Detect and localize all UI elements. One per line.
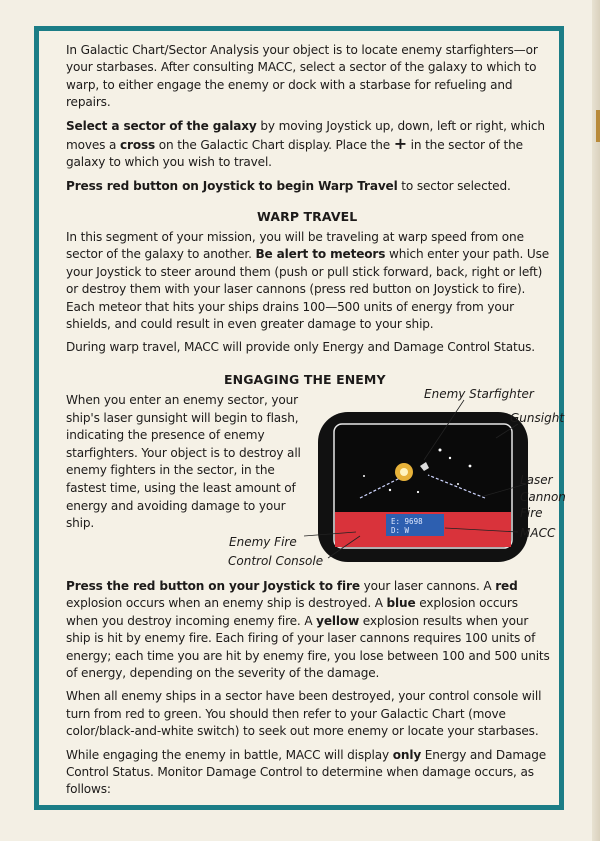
intro-section	[66, 42, 550, 201]
warp-travel-heading: WARP TRAVEL	[257, 209, 358, 224]
cross-icon: +	[393, 134, 407, 154]
intro-paragraph-2: Select a sector of the galaxy by moving Joystick up, down, left or right, which moves a cross on the Galactic Chart display. Place the + in the sector of the galaxy to which you wish to travel.	[66, 118, 545, 170]
label-enemy-fire: Enemy Fire	[229, 535, 297, 549]
engaging-heading: ENGAGING THE ENEMY	[224, 372, 386, 387]
label-control-console: Control Console	[228, 554, 324, 568]
label-macc: MACC	[520, 526, 556, 540]
engage-section	[66, 578, 550, 805]
label-enemy-starfighter: Enemy Starfighter	[424, 387, 534, 401]
macc-energy-readout: E: 9698	[391, 517, 423, 526]
engage-paragraph-1: Press the red button on your Joystick to fire your laser cannons. A red explosion occurs when an enemy ship is destroyed. A blue explosion occurs when you destroy incoming enemy fire. A yellow explosion results when your ship is hit by enemy fire. Each firing of your laser cannons requires 100 units of energy; each time you are hit by enemy fire, you lose between 100 and 500 units of energy, depending on the severity of the damage.	[66, 579, 550, 681]
engage-side-text: When you enter an enemy sector, your ship's laser gunsight will begin to flash, indicating the presence of enemy starfighters. Your object is to destroy all enemy fighters in the sector, in the fastest time, using the least amount of energy and avoiding damage to your ship.	[66, 393, 301, 531]
engage-paragraph-3: While engaging the enemy in battle, MACC will display only Energy and Damage Control Status. Monitor Damage Control to determine when damage occurs, as follows:	[66, 747, 547, 797]
label-laser-cannon-fire: Laser Cannon Fire	[520, 473, 566, 520]
engage-paragraph-2: When all enemy ships in a sector have been destroyed, your control console will turn from red to green. You should then refer to your Galactic Chart (move color/black-and-white switch) to seek out more enemy or locate your starbases.	[66, 689, 542, 739]
macc-damage-readout: D: W	[391, 526, 410, 535]
warp-paragraph-2: During warp travel, MACC will provide only Energy and Damage Control Status.	[66, 340, 535, 355]
warp-paragraph-1: In this segment of your mission, you will be traveling at warp speed from one sector of the galaxy to another. Be alert to meteors which enter your path. Use your Joystick to steer around them (push or pull stick forward, back, right or left) or destroy them with your laser cannons (press red button on Joystick to fire). Each meteor that hits your ships drains 100—500 units of energy from your shields, and could result in even greater damage to your ship.	[66, 230, 550, 332]
intro-paragraph-3: Press red button on Joystick to begin Warp Travel to sector selected.	[66, 178, 511, 193]
page-edge-mark	[596, 110, 600, 142]
label-gunsight: Gunsight	[510, 411, 565, 425]
intro-paragraph-1: In Galactic Chart/Sector Analysis your object is to locate enemy starfighters—or your starbases. After consulting MACC, select a sector of the galaxy to which to warp, to either engage the enemy or dock with a starbase for refueling and repairs.	[66, 43, 538, 110]
warp-section	[66, 229, 550, 363]
